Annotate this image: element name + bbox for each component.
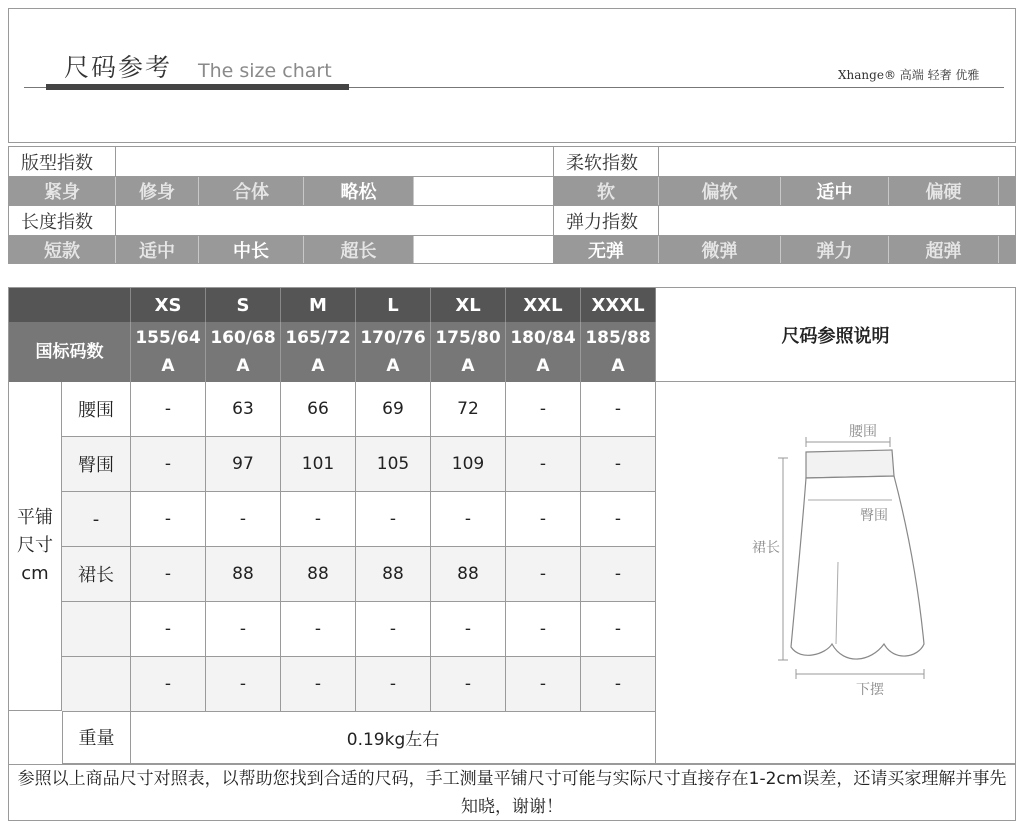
size-value-cell: 88 [431,547,506,602]
national-size-m: 165/72 A [281,322,356,382]
stretch-option-end [999,236,1015,263]
stretch-option-super: 超弹 [889,236,999,263]
fit-index-label: 版型指数 [9,147,116,176]
size-value-cell: - [581,437,656,492]
size-value-cell: 63 [206,382,281,437]
size-value-cell: - [431,492,506,547]
stretch-index-value [659,206,1015,235]
size-value-cell: - [431,602,506,657]
size-header-xl: XL [431,288,506,322]
size-value-cell: - [131,547,206,602]
size-value-cell: 88 [281,547,356,602]
stretch-option-stretch: 弹力 [781,236,889,263]
size-header-l: L [356,288,431,322]
size-value-cell: 97 [206,437,281,492]
size-value-cell: - [281,657,356,712]
size-value-cell: 88 [206,547,281,602]
size-value-cell: - [506,547,581,602]
length-index-value [116,206,554,235]
size-value-cell: - [206,602,281,657]
hip-diagram-label: 臀围 [860,507,888,524]
national-size-s: 160/68 A [206,322,281,382]
skirt-diagram-panel [656,382,1015,764]
row-label: - [62,492,131,547]
size-value-cell: - [581,382,656,437]
soft-option-slightly-hard: 偏硬 [889,177,999,205]
length-diagram-label: 裙长 [752,539,780,556]
weight-label: 重量 [62,711,131,764]
size-value-cell: - [506,657,581,712]
length-option-mid-long: 中长 [199,236,304,263]
size-value-cell: - [131,602,206,657]
size-value-cell: - [581,492,656,547]
row-label [62,657,131,712]
size-value-cell: - [356,657,431,712]
length-index-label: 长度指数 [9,206,116,235]
reference-title: 尺码参照说明 [656,288,1015,382]
row-label [62,602,131,657]
size-table [8,287,1016,821]
size-header-xxl: XXL [506,288,581,322]
national-size-xs: 155/64 A [131,322,206,382]
soft-option-end [999,177,1015,205]
size-header-corner [9,288,131,322]
size-value-cell: 101 [281,437,356,492]
size-header-s: S [206,288,281,322]
length-option-short: 短款 [9,236,116,263]
size-value-cell: - [581,657,656,712]
size-value-cell: - [581,547,656,602]
soft-option-soft: 软 [554,177,659,205]
size-value-cell: - [506,437,581,492]
soft-index-value [659,147,1015,176]
row-label: 腰围 [62,382,131,437]
national-size-xxxl: 185/88 A [581,322,656,382]
soft-index-label: 柔软指数 [554,147,659,176]
size-header-m: M [281,288,356,322]
size-value-cell: - [131,437,206,492]
fit-option-loose: 略松 [304,177,414,205]
length-option-extra-long: 超长 [304,236,414,263]
fit-option-tight: 紧身 [9,177,116,205]
size-header-xxxl: XXXL [581,288,656,322]
size-value-cell: - [356,602,431,657]
national-size-xxl: 180/84 A [506,322,581,382]
length-option-blank [414,236,554,263]
size-value-cell: - [506,492,581,547]
size-value-cell: 69 [356,382,431,437]
page-subtitle: The size chart [198,60,332,82]
size-value-cell: - [281,602,356,657]
row-label: 臀围 [62,437,131,492]
brand-logo-text: Xhange® 高端 轻奢 优雅 [838,68,980,82]
size-value-cell: - [131,657,206,712]
hem-diagram-label: 下摆 [856,681,884,698]
size-value-cell: - [206,657,281,712]
index-table [8,146,1016,264]
size-value-cell: - [431,657,506,712]
size-value-cell: 72 [431,382,506,437]
national-size-label: 国标码数 [9,322,131,382]
soft-option-medium: 适中 [781,177,889,205]
size-header-xs: XS [131,288,206,322]
size-value-cell: 109 [431,437,506,492]
row-label: 裙长 [62,547,131,602]
size-value-cell: 105 [356,437,431,492]
flat-size-group-label: 平铺 尺寸 cm [9,382,62,711]
size-value-cell: - [131,382,206,437]
size-note: 参照以上商品尺寸对照表，以帮助您找到合适的尺码，手工测量平铺尺寸可能与实际尺寸直接存在1-2cm误差，还请买家理解并事先知晓，谢谢！ [9,764,1015,820]
size-value-cell: - [131,492,206,547]
national-size-xl: 175/80 A [431,322,506,382]
stretch-option-none: 无弹 [554,236,659,263]
fit-option-blank [414,177,554,205]
size-value-cell: - [506,602,581,657]
national-size-l: 170/76 A [356,322,431,382]
skirt-body [791,476,924,659]
page-title: 尺码参考 [64,53,173,82]
soft-option-slightly-soft: 偏软 [659,177,781,205]
size-value-cell: - [281,492,356,547]
stretch-option-slight: 微弹 [659,236,781,263]
header-accent-bar [46,84,349,90]
size-value-cell: - [206,492,281,547]
weight-value: 0.19kg左右 [131,711,656,764]
fit-option-slim: 修身 [116,177,199,205]
size-value-cell: - [356,492,431,547]
length-option-medium: 适中 [116,236,199,263]
waist-diagram-label: 腰围 [849,423,877,440]
size-value-cell: 66 [281,382,356,437]
stretch-index-label: 弹力指数 [554,206,659,235]
skirt-diagram [656,382,1015,764]
size-value-cell: - [581,602,656,657]
fit-index-value [116,147,554,176]
fit-option-regular: 合体 [199,177,304,205]
skirt-waistband [806,450,894,478]
size-value-cell: 88 [356,547,431,602]
size-value-cell: - [506,382,581,437]
